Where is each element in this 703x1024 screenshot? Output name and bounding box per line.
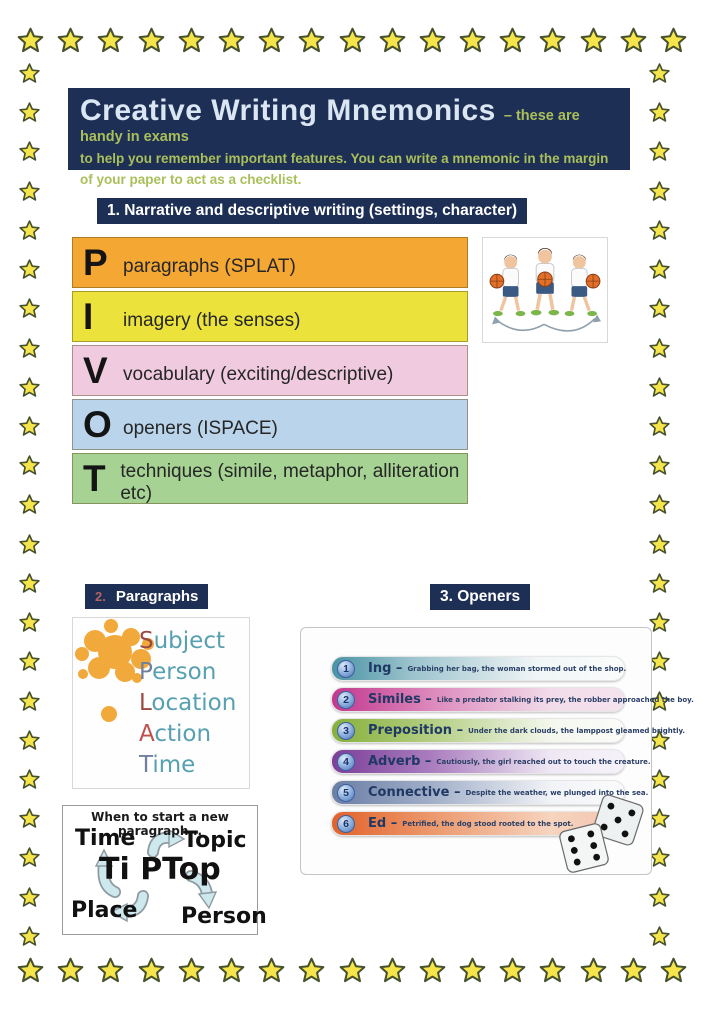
tiptop-title: When to start a new paragraph...	[91, 810, 229, 838]
star-icon	[648, 376, 671, 399]
star-icon	[648, 180, 671, 203]
title-tagline: – these are handy in exams	[80, 108, 580, 145]
star-icon	[648, 886, 671, 909]
star-icon	[217, 956, 246, 985]
figure-center	[531, 248, 559, 315]
star-border-top	[16, 26, 688, 58]
star-icon	[18, 376, 41, 399]
star-icon	[648, 337, 671, 360]
star-icon	[137, 26, 166, 55]
tiptop-center: Ti PTop	[99, 852, 221, 887]
section3-heading: 3. Openers	[430, 584, 530, 610]
star-icon	[56, 26, 85, 55]
star-icon	[458, 26, 487, 55]
star-icon	[18, 258, 41, 281]
star-icon	[18, 62, 41, 85]
tiptop-time: Time	[75, 826, 136, 851]
pivot-row-imagery	[72, 291, 468, 342]
mnemonic-letter: T	[83, 458, 106, 499]
star-icon	[18, 846, 41, 869]
star-icon	[458, 956, 487, 985]
star-icon	[18, 415, 41, 438]
section2-heading	[85, 584, 208, 609]
tiptop-person: Person	[181, 904, 267, 929]
section1-heading: 1. Narrative and descriptive writing (settings, character)	[97, 198, 527, 224]
tiptop-place: Place	[71, 898, 138, 923]
splat-word: Person	[139, 659, 217, 685]
star-icon	[18, 493, 41, 516]
page-title: Creative Writing Mnemonics	[80, 94, 496, 127]
number-badge: 6	[337, 815, 355, 833]
opener-label: Connective –	[368, 785, 461, 800]
star-icon	[18, 101, 41, 124]
splat-word-list	[139, 626, 236, 781]
number-badge: 5	[337, 784, 355, 802]
pivot-row-openers	[72, 399, 468, 450]
star-icon	[378, 26, 407, 55]
mnemonic-letter: V	[83, 350, 108, 391]
opener-label: Ing –	[368, 661, 403, 676]
opener-example: Like a predator stalking its prey, the robber approached the boy.	[436, 695, 694, 704]
opener-label: Similes –	[368, 692, 432, 707]
opener-row-preposition	[331, 718, 686, 743]
star-icon	[18, 611, 41, 634]
star-icon	[18, 180, 41, 203]
star-icon	[498, 956, 527, 985]
star-icon	[257, 26, 286, 55]
star-icon	[648, 219, 671, 242]
splat-word: Action	[139, 721, 212, 747]
star-icon	[619, 26, 648, 55]
opener-row-similes	[331, 687, 694, 712]
figure-left	[490, 255, 525, 316]
section2-number: 2.	[95, 589, 106, 604]
star-icon	[297, 956, 326, 985]
opener-example: Under the dark clouds, the lamppost gleamed brightly.	[468, 726, 686, 735]
star-icon	[338, 26, 367, 55]
star-icon	[96, 956, 125, 985]
mnemonic-label: imagery (the senses)	[123, 309, 301, 331]
star-icon	[18, 454, 41, 477]
title-banner	[68, 88, 630, 187]
splat-mnemonic-box	[72, 617, 250, 789]
dice-icon	[552, 788, 652, 880]
star-icon	[18, 690, 41, 713]
pivot-row-techniques	[72, 453, 468, 504]
star-icon	[137, 956, 166, 985]
splat-word: Location	[139, 690, 237, 716]
star-icon	[579, 956, 608, 985]
opener-row-ing	[331, 656, 625, 681]
star-icon	[96, 26, 125, 55]
star-icon	[648, 533, 671, 556]
star-icon	[18, 650, 41, 673]
mnemonic-label: techniques (simile, metaphor, alliteration etc)	[120, 460, 460, 504]
mnemonic-letter: O	[83, 404, 112, 445]
star-icon	[418, 956, 447, 985]
star-icon	[648, 297, 671, 320]
star-icon	[257, 956, 286, 985]
star-icon	[217, 26, 246, 55]
star-icon	[18, 729, 41, 752]
mnemonic-label: vocabulary (exciting/descriptive)	[123, 363, 394, 385]
star-icon	[16, 26, 45, 55]
splat-word: Time	[139, 752, 196, 778]
star-icon	[648, 925, 671, 948]
number-badge: 3	[337, 722, 355, 740]
star-icon	[18, 768, 41, 791]
star-icon	[659, 26, 688, 55]
opener-label: Ed –	[368, 816, 398, 831]
opener-example: Despite the weather, we plunged into the sea.	[465, 788, 649, 797]
opener-example: Grabbing her bag, the woman stormed out of the shop.	[407, 664, 627, 673]
tiptop-topic: Topic	[183, 828, 247, 853]
star-icon	[18, 297, 41, 320]
pivot-basketball-image	[482, 237, 608, 343]
number-badge: 4	[337, 753, 355, 771]
star-icon	[648, 572, 671, 595]
star-icon	[659, 956, 688, 985]
star-icon	[538, 26, 567, 55]
intro-text: to help you remember important features. You can write a mnemonic in the margin of your paper to act as a checklist.	[80, 151, 609, 187]
star-icon	[538, 956, 567, 985]
opener-example: Cautiously, the girl reached out to touch the creature.	[436, 757, 651, 766]
opener-row-adverb	[331, 749, 651, 774]
pivot-row-vocabulary	[72, 345, 468, 396]
star-icon	[297, 26, 326, 55]
star-icon	[177, 26, 206, 55]
star-icon	[579, 26, 608, 55]
mnemonic-label: openers (ISPACE)	[123, 417, 278, 439]
star-icon	[648, 62, 671, 85]
star-icon	[648, 415, 671, 438]
star-icon	[648, 454, 671, 477]
star-icon	[648, 140, 671, 163]
star-icon	[378, 956, 407, 985]
star-icon	[18, 925, 41, 948]
mnemonic-letter: I	[83, 296, 94, 337]
star-icon	[648, 101, 671, 124]
mnemonic-letter: P	[83, 242, 108, 283]
star-icon	[18, 533, 41, 556]
star-icon	[177, 956, 206, 985]
number-badge: 1	[337, 660, 355, 678]
star-icon	[18, 140, 41, 163]
pivot-row-paragraphs	[72, 237, 468, 288]
star-icon	[418, 26, 447, 55]
number-badge: 2	[337, 691, 355, 709]
star-icon	[619, 956, 648, 985]
opener-label: Preposition –	[368, 723, 464, 738]
tiptop-box	[62, 805, 267, 935]
mnemonic-label: paragraphs (SPLAT)	[123, 255, 296, 277]
star-icon	[18, 219, 41, 242]
star-icon	[648, 258, 671, 281]
opener-example: Petrified, the dog stood rooted to the spot.	[402, 819, 574, 828]
star-icon	[338, 956, 367, 985]
star-icon	[56, 956, 85, 985]
section2-label: Paragraphs	[115, 588, 199, 605]
star-icon	[18, 337, 41, 360]
star-border-bottom	[16, 956, 688, 988]
star-icon	[18, 886, 41, 909]
star-icon	[18, 572, 41, 595]
pivot-mnemonic-list	[72, 237, 468, 507]
star-icon	[648, 493, 671, 516]
figure-right	[565, 255, 600, 316]
star-icon	[498, 26, 527, 55]
opener-label: Adverb –	[368, 754, 432, 769]
star-icon	[18, 807, 41, 830]
star-border-left	[18, 62, 44, 948]
splat-word: Subject	[139, 628, 225, 654]
star-icon	[16, 956, 45, 985]
